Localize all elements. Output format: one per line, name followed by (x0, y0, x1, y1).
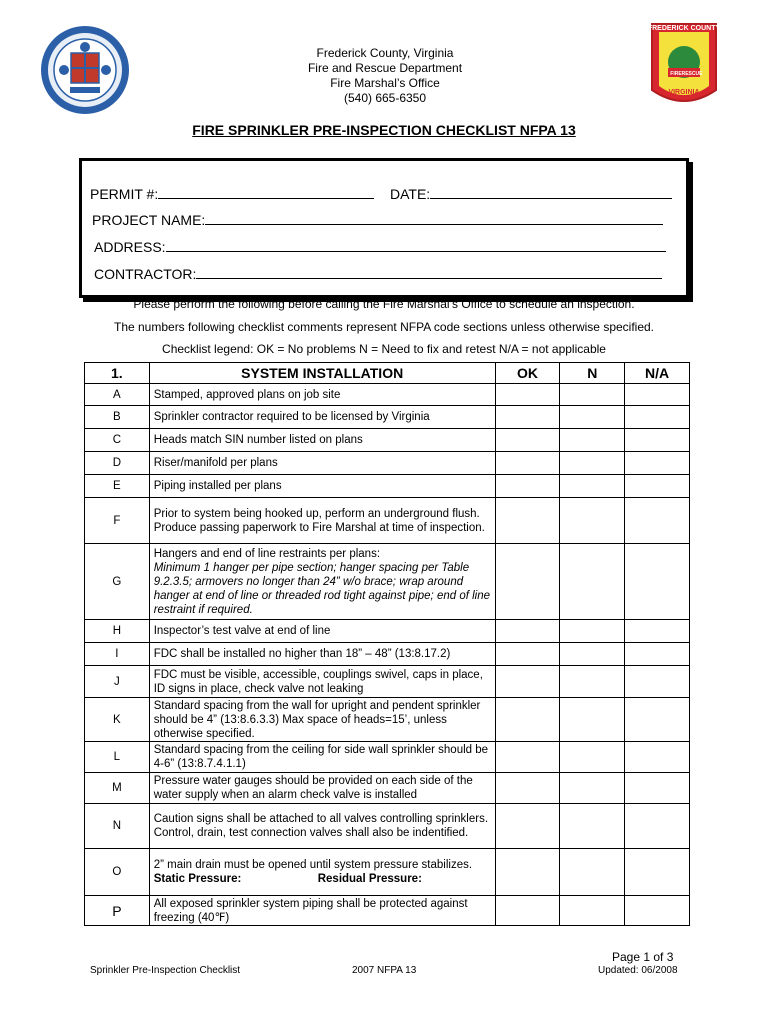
n-checkbox[interactable] (560, 698, 625, 742)
header-office: Fire Marshal’s Office (330, 76, 440, 90)
date-label: DATE: (390, 186, 431, 202)
county-seal-logo (40, 25, 130, 115)
row-description: Pressure water gauges should be provided on each side of the water supply when an alarm check valve is installed (149, 773, 495, 804)
na-checkbox[interactable] (625, 742, 690, 773)
na-checkbox[interactable] (625, 849, 690, 896)
row-description (149, 849, 495, 896)
na-checkbox[interactable] (625, 452, 690, 475)
row-letter: F (85, 498, 150, 544)
row-letter: N (85, 804, 150, 849)
row-description: Inspector’s test valve at end of line (149, 620, 495, 643)
table-header-row (85, 363, 690, 384)
table-row (85, 698, 690, 742)
na-checkbox[interactable] (625, 698, 690, 742)
row-description: FDC shall be installed no higher than 18” – 48” (13:8.17.2) (149, 643, 495, 666)
badge-top-text: FREDERICK COUNTY (648, 25, 720, 32)
header-county: Frederick County, Virginia (316, 46, 454, 60)
table-row (85, 666, 690, 698)
header-phone: (540) 665-6350 (343, 91, 427, 105)
table-row (85, 896, 690, 926)
row-description (149, 544, 495, 620)
na-checkbox[interactable] (625, 804, 690, 849)
contractor-field[interactable] (196, 265, 662, 279)
footer-standard: 2007 NFPA 13 (352, 965, 417, 976)
row-letter: A (85, 384, 150, 406)
row-letter: P (85, 896, 150, 926)
pressure-labels (154, 872, 491, 886)
table-row (85, 475, 690, 498)
project-label: PROJECT NAME: (92, 212, 206, 228)
row-letter: D (85, 452, 150, 475)
n-checkbox[interactable] (560, 643, 625, 666)
system-installation-table (84, 362, 690, 926)
row-description: Heads match SIN number listed on plans (149, 429, 495, 452)
ok-checkbox[interactable] (495, 498, 560, 544)
na-checkbox[interactable] (625, 773, 690, 804)
n-checkbox[interactable] (560, 452, 625, 475)
row-description: Piping installed per plans (149, 475, 495, 498)
date-field[interactable] (430, 185, 672, 199)
na-checkbox[interactable] (625, 896, 690, 926)
permit-label: PERMIT #: (90, 186, 159, 202)
table-row (85, 849, 690, 896)
row-letter: I (85, 643, 150, 666)
ok-checkbox[interactable] (495, 475, 560, 498)
date-line (390, 185, 672, 202)
n-checkbox[interactable] (560, 544, 625, 620)
row-description-main: Hangers and end of line restraints per plans: (153, 547, 381, 560)
ok-checkbox[interactable] (495, 384, 560, 406)
residual-pressure-label: Residual Pressure: (317, 873, 422, 885)
row-letter: K (85, 698, 150, 742)
row-description-detail: Minimum 1 hanger per pipe section; hanger spacing per Table 9.2.3.5; armovers no longer than 24” w/o brace; wrap around hanger at end of line or threaded rod tight against pipe; end of line restraint if required. (153, 561, 491, 616)
row-description: Prior to system being hooked up, perform an underground flush. Produce passing paperwork to Fire Marshal at time of inspection. (149, 498, 495, 544)
header-ok: OK (495, 363, 560, 384)
header-n: N (560, 363, 625, 384)
na-checkbox[interactable] (625, 643, 690, 666)
badge-virginia-text: VIRGINIA (668, 89, 700, 96)
instruction-note: Please perform the following before calling the Fire Marshal’s Office to schedule an inspection. (133, 297, 635, 311)
legend-note: Checklist legend: OK = No problems N = Need to fix and retest N/A = not applicable (162, 342, 606, 356)
table-row (85, 406, 690, 429)
department-header (200, 46, 570, 106)
row-description: Riser/manifold per plans (149, 452, 495, 475)
static-pressure-label: Static Pressure: (153, 873, 242, 885)
row-description: Sprinkler contractor required to be licensed by Virginia (149, 406, 495, 429)
row-letter: E (85, 475, 150, 498)
project-line (92, 211, 663, 228)
ok-checkbox[interactable] (495, 742, 560, 773)
table-row (85, 804, 690, 849)
fire-rescue-badge-logo (648, 20, 720, 110)
na-checkbox[interactable] (625, 544, 690, 620)
n-checkbox[interactable] (560, 773, 625, 804)
permit-info-box (79, 158, 689, 298)
footer-updated: Updated: 06/2008 (598, 965, 678, 976)
row-letter: L (85, 742, 150, 773)
row-description: FDC must be visible, accessible, couplings swivel, caps in place, ID signs in place, check valve not leaking (149, 666, 495, 698)
na-checkbox[interactable] (625, 406, 690, 429)
ok-checkbox[interactable] (495, 643, 560, 666)
na-checkbox[interactable] (625, 666, 690, 698)
badge-rescue-text: RESCUE (681, 71, 703, 77)
n-checkbox[interactable] (560, 620, 625, 643)
permit-field[interactable] (158, 185, 374, 199)
address-line (94, 238, 666, 255)
header-number: 1. (85, 363, 150, 384)
ok-checkbox[interactable] (495, 849, 560, 896)
na-checkbox[interactable] (625, 620, 690, 643)
page-number: Page 1 of 3 (612, 950, 674, 964)
ok-checkbox[interactable] (495, 406, 560, 429)
ok-checkbox[interactable] (495, 620, 560, 643)
n-checkbox[interactable] (560, 804, 625, 849)
row-description: Caution signs shall be attached to all valves controlling sprinklers. Control, drain, test connection valves shall also be indentified. (149, 804, 495, 849)
header-na: N/A (625, 363, 690, 384)
nfpa-note: The numbers following checklist comments represent NFPA code sections unless otherwise specified. (113, 320, 655, 334)
ok-checkbox[interactable] (495, 698, 560, 742)
n-checkbox[interactable] (560, 742, 625, 773)
na-checkbox[interactable] (625, 384, 690, 406)
ok-checkbox[interactable] (495, 896, 560, 926)
badge-fire-text: FIRE (670, 71, 682, 77)
n-checkbox[interactable] (560, 429, 625, 452)
row-description: All exposed sprinkler system piping shall be protected against freezing (40℉) (149, 896, 495, 926)
table-row (85, 742, 690, 773)
row-description: Stamped, approved plans on job site (149, 384, 495, 406)
address-field[interactable] (166, 238, 666, 252)
header-section: SYSTEM INSTALLATION (149, 363, 495, 384)
na-checkbox[interactable] (625, 429, 690, 452)
table-row (85, 643, 690, 666)
ok-checkbox[interactable] (495, 544, 560, 620)
row-letter: O (85, 849, 150, 896)
permit-line (90, 185, 374, 202)
row-letter: B (85, 406, 150, 429)
n-checkbox[interactable] (560, 896, 625, 926)
ok-checkbox[interactable] (495, 452, 560, 475)
page-title: FIRE SPRINKLER PRE-INSPECTION CHECKLIST NFPA 13 (192, 122, 576, 138)
row-letter: H (85, 620, 150, 643)
row-description: Standard spacing from the wall for upright and pendent sprinkler should be 4” (13:8.6.3.3) Max space of heads=15’, unless otherwise specified. (149, 698, 495, 742)
table-row (85, 620, 690, 643)
n-checkbox[interactable] (560, 406, 625, 429)
table-row (85, 773, 690, 804)
na-checkbox[interactable] (625, 498, 690, 544)
na-checkbox[interactable] (625, 475, 690, 498)
row-letter: M (85, 773, 150, 804)
address-label: ADDRESS: (94, 239, 166, 255)
ok-checkbox[interactable] (495, 804, 560, 849)
footer-document-name: Sprinkler Pre-Inspection Checklist (90, 965, 241, 976)
contractor-line (94, 265, 662, 282)
row-description-main: 2” main drain must be opened until system pressure stabilizes. (153, 859, 473, 871)
row-letter: J (85, 666, 150, 698)
project-name-field[interactable] (205, 211, 663, 225)
ok-checkbox[interactable] (495, 429, 560, 452)
n-checkbox[interactable] (560, 666, 625, 698)
row-letter: G (85, 544, 150, 620)
table-row (85, 384, 690, 406)
ok-checkbox[interactable] (495, 773, 560, 804)
ok-checkbox[interactable] (495, 666, 560, 698)
n-checkbox[interactable] (560, 498, 625, 544)
row-letter: C (85, 429, 150, 452)
table-row (85, 498, 690, 544)
row-description: Standard spacing from the ceiling for side wall sprinkler should be 4-6” (13:8.7.4.1.1) (149, 742, 495, 773)
table-row (85, 429, 690, 452)
table-row (85, 452, 690, 475)
n-checkbox[interactable] (560, 475, 625, 498)
n-checkbox[interactable] (560, 384, 625, 406)
n-checkbox[interactable] (560, 849, 625, 896)
table-row (85, 544, 690, 620)
header-department: Fire and Rescue Department (307, 61, 463, 75)
contractor-label: CONTRACTOR: (94, 266, 197, 282)
